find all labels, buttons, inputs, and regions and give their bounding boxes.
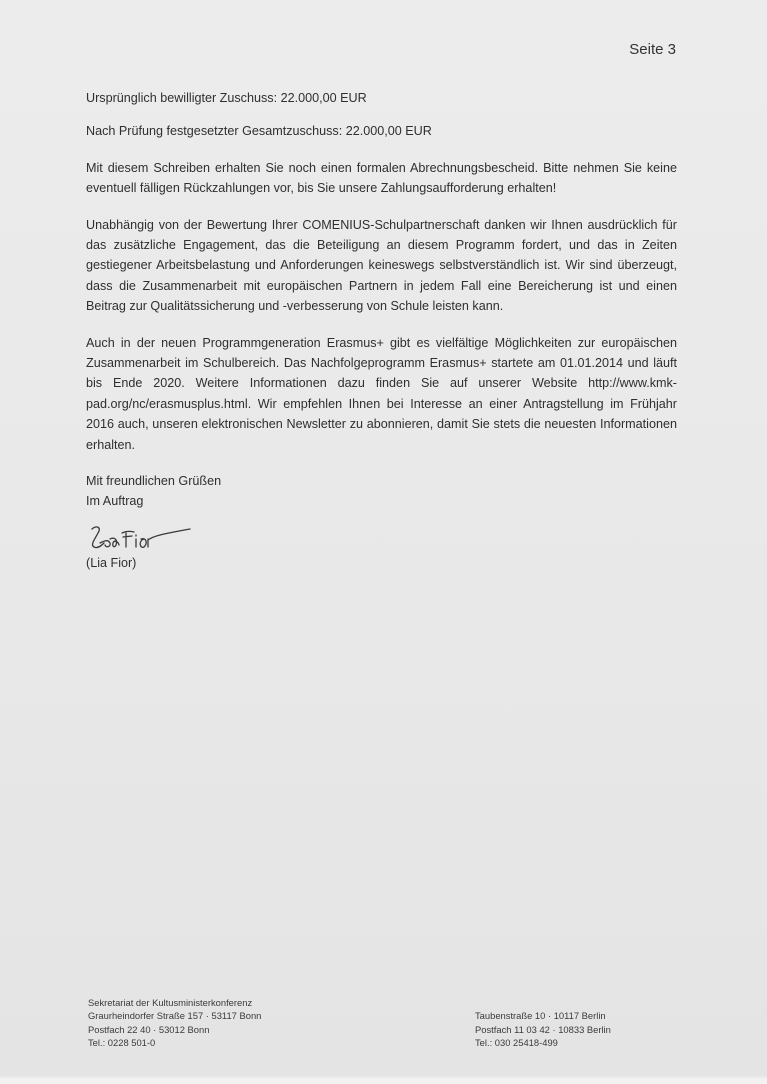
paragraph-thanks: Unabhängig von der Bewertung Ihrer COMENIUS-Schulpartnerschaft danken wir Ihnen ausdrücklich für das zusätzliche Engagement, das die Beteiligung an diesem Programm fordert, und das in Zeiten gestiegener Arbeitsbelastung und Anforderungen keineswegs selbstverständlich ist. Wir sind überzeugt, dass die Zusammenarbeit mit europäischen Partnern in jedem Fall eine Bereicherung ist und einen Beitrag zur Qualitätssicherung und -verbesserung von Schule leisten kann.: [86, 217, 677, 314]
signature-icon: [86, 523, 196, 553]
footer-berlin-street: Taubenstraße 10 · 10117 Berlin: [475, 1010, 606, 1022]
paragraph-erasmus-info: Auch in der neuen Programmgeneration Erasmus+ gibt es vielfältige Möglichkeiten zur europäischen Zusammenarbeit im Schulbereich. Das Nachfolgeprogramm Erasmus+ startete am 01.01.2014 und läuft bis Ende 2020. Weitere Informationen dazu finden Sie auf unserer Website http://www.kmk-pad.org/nc/erasmusplus.html. Wir empfehlen Ihnen bei Interesse an einer Antragstellung im Frühjahr 2016 auch, unseren elektronischen Newsletter zu abonnieren, damit Sie stets die neuesten Informationen erhalten.: [86, 335, 677, 452]
footer-bonn-pobox: Postfach 22 40 · 53012 Bonn: [88, 1023, 210, 1035]
original-grant-line: Ursprünglich bewilligter Zuschuss: 22.000,00 EUR: [86, 91, 367, 105]
footer-bonn-address: [88, 996, 348, 1049]
paragraph-settlement-notice: Mit diesem Schreiben erhalten Sie noch einen formalen Abrechnungsbescheid. Bitte nehmen Sie keine eventuell fälligen Rückzahlungen vor, bis Sie unsere Zahlungsaufforderung erhalten!: [86, 160, 677, 196]
closing-block: [86, 471, 677, 573]
footer-berlin-address: [475, 1009, 675, 1049]
footer-berlin-pobox: Postfach 11 03 42 · 10833 Berlin: [475, 1023, 611, 1035]
on-behalf-label: Im Auftrag: [86, 494, 144, 509]
letter-body: [86, 88, 677, 573]
footer-bonn-street: Graurheindorfer Straße 157 · 53117 Bonn: [88, 1010, 262, 1022]
handwritten-signature: [86, 523, 677, 553]
page-number: Seite 3: [629, 41, 676, 58]
footer-organization: Sekretariat der Kultusministerkonferenz: [88, 997, 253, 1008]
footer-bonn-phone: Tel.: 0228 501-0: [88, 1036, 156, 1048]
signer-name: (Lia Fior): [86, 556, 137, 571]
final-grant-line: Nach Prüfung festgesetzter Gesamtzuschuss: 22.000,00 EUR: [86, 124, 432, 139]
footer-berlin-phone: Tel.: 030 25418-499: [475, 1036, 558, 1048]
scan-edge: [0, 1078, 767, 1084]
greeting: Mit freundlichen Grüßen: [86, 474, 222, 489]
